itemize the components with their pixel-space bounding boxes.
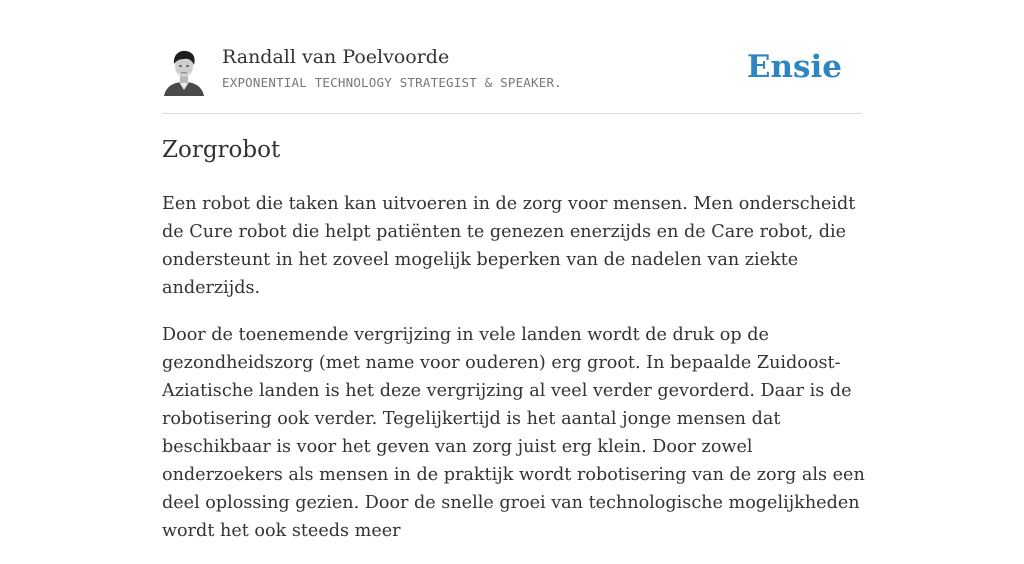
article-title: Zorgrobot: [162, 137, 281, 163]
person-portrait-icon: [162, 48, 206, 96]
author-avatar[interactable]: [162, 48, 206, 96]
article-body: [162, 190, 867, 564]
article-paragraph: Door de toenemende vergrijzing in vele landen wordt de druk op de gezondheidszorg (met name voor ouderen) erg groot. In bepaalde Zuidoost-Aziatische landen is het deze vergrijzing al veel verder gevorderd. Daar is de robotisering ook verder. Tegelijkertijd is het aantal jonge mensen dat beschikbaar is voor het geven van zorg juist erg klein. Door zowel onderzoekers als mensen in de praktijk wordt robotisering van de zorg als een deel oplossing gezien. Door de snelle groei van technologische mogelijkheden wordt het ook steeds meer: [162, 325, 865, 541]
author-name[interactable]: Randall van Poelvoorde: [222, 46, 450, 68]
article-paragraph: Een robot die taken kan uitvoeren in de zorg voor mensen. Men onderscheidt de Cure robot die helpt patiënten te genezen enerzijds en de Care robot, die ondersteunt in het zoveel mogelijk beperken van de nadelen van ziekte anderzijds.: [162, 194, 856, 298]
author-tagline: EXPONENTIAL TECHNOLOGY STRATEGIST & SPEAKER.: [222, 75, 562, 90]
author-header: [162, 44, 862, 100]
header-divider: [162, 113, 862, 114]
brand-logo[interactable]: Ensie: [746, 49, 842, 85]
